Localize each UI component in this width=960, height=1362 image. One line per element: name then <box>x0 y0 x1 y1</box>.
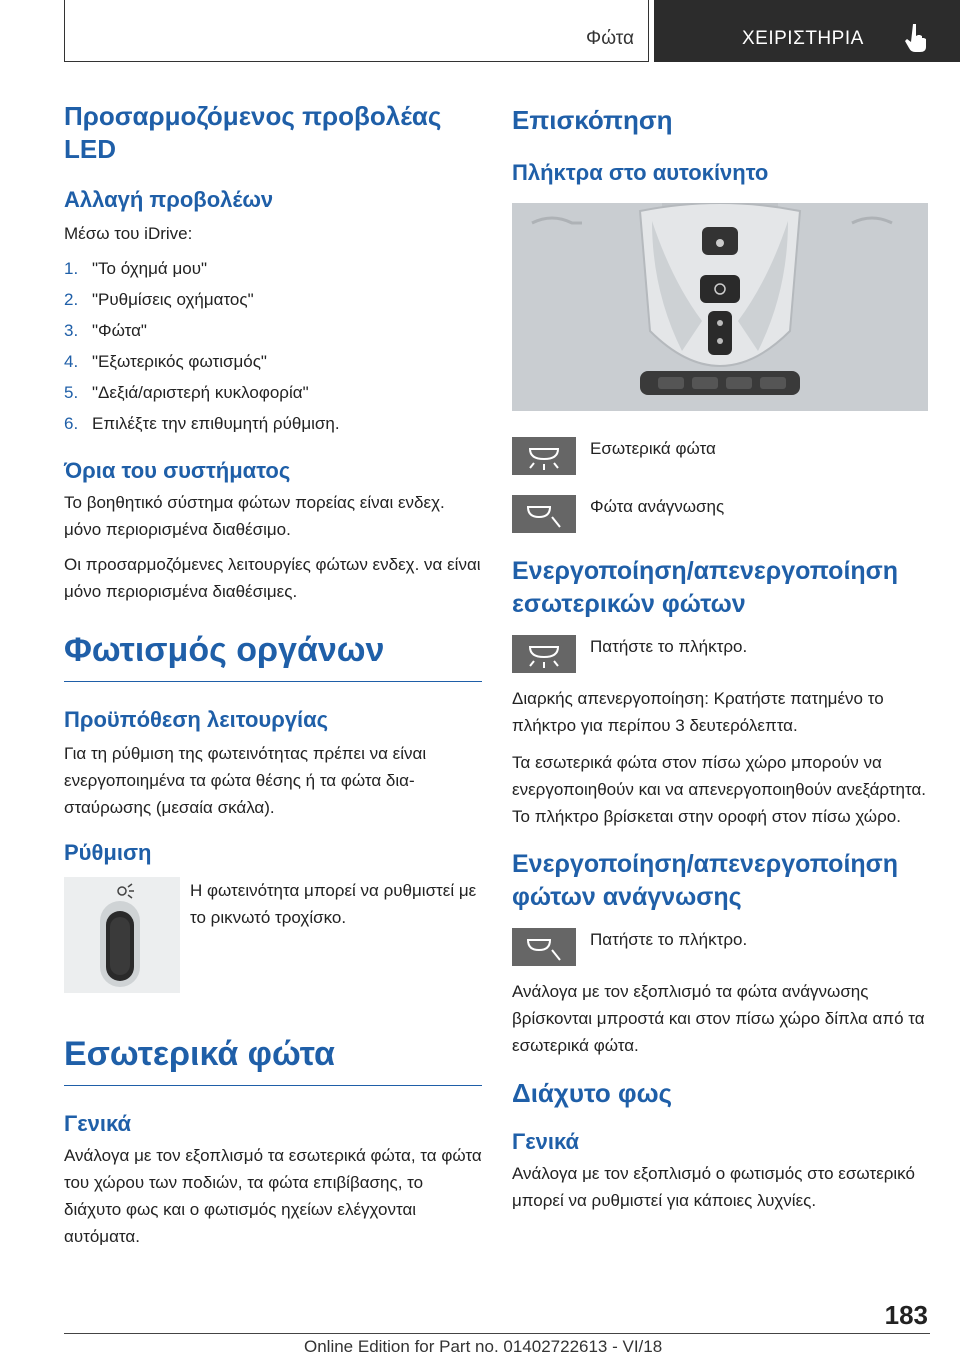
list-item: 4. "Εξωτερικός φωτισμός" <box>64 352 267 371</box>
toggle-reading-row <box>512 928 930 966</box>
interior-lights-title: Εσωτερικά φώτα <box>64 1033 482 1086</box>
list-item: 6. Επιλέξτε την επιθυμητή ρύθμιση. <box>64 414 340 433</box>
reading-light-button-icon <box>512 495 576 533</box>
list-item: 1. "Το όχημά μου" <box>64 259 208 278</box>
toggle-interior-row <box>512 635 930 673</box>
adjustment-text: Η φωτεινότητα μπορεί να ρυθμιστεί με το ρικνωτό τροχίσκο. <box>190 881 477 927</box>
general-text: Ανάλογα με τον εξοπλισμό τα εσωτερικά φώτα, τα φώτα του χώρου των ποδιών, τα φώτα επιβίβασης, το διάχυτο φως και ο φωτισμός ηχείων ελέγχονται αυτόματα. <box>64 1146 482 1246</box>
reading-lights-text: Ανάλογα με τον εξοπλισμό τα φώτα ανάγνωσης βρίσκονται μπροστά και στον πίσω χώρο δίπλα από τα εσωτερικά φώτα. <box>512 982 925 1055</box>
idrive-steps-list <box>64 253 482 439</box>
pointing-hand-icon <box>904 22 928 52</box>
prerequisite-text: Για τη ρύθμιση της φωτεινότητας πρέπει να είναι ενεργοποιημένα τα φώτα θέσης ή τα φώτα διασταύρωσης (μεσαία σκάλα). <box>64 744 427 817</box>
legend-reading-row <box>512 495 930 533</box>
legend-interior-row <box>512 437 930 475</box>
right-column <box>512 100 930 1214</box>
legend-reading-text: Φώτα ανάγνωσης <box>590 497 725 516</box>
rear-interior-text: Τα εσωτερικά φώτα στον πίσω χώρο μπορούν να ενεργοποιηθούν και να απενεργοποιηθούν ανεξάρτητα. Το πλήκτρο βρίσκεται στην οροφή στον πίσω χώρο. <box>512 753 927 826</box>
car-buttons-heading: Πλήκτρα στο αυτοκίνητο <box>512 160 769 185</box>
system-limits-text-1: Το βοηθητικό σύστημα φώτων πορείας είναι ενδεχ. μόνο περιορισμένα διαθέσιμο. <box>64 493 445 539</box>
led-headlights-heading: Προσαρμοζόμενος προβολέας LED <box>64 101 442 164</box>
list-item: 2. "Ρυθμίσεις οχήματος" <box>64 290 254 309</box>
prerequisite-heading: Προϋπόθεση λειτουργίας <box>64 707 329 732</box>
legend-interior-text: Εσωτερικά φώτα <box>590 439 716 458</box>
via-idrive-text: Μέσω του iDrive: <box>64 224 193 243</box>
general-heading: Γενικά <box>64 1111 132 1136</box>
footer-divider <box>64 1333 930 1334</box>
ambient-general-heading: Γενικά <box>512 1129 580 1154</box>
ambient-light-title: Διάχυτο φως <box>512 1078 673 1108</box>
press-button-text-2: Πατήστε το πλήκτρο. <box>590 930 748 949</box>
list-item: 5. "Δεξιά/αριστερή κυκλοφορία" <box>64 383 309 402</box>
adjustment-heading: Ρύθμιση <box>64 840 152 865</box>
toggle-reading-heading: Ενεργοποίηση/απενεργοποίηση φώτων ανάγνωσης <box>512 850 899 911</box>
press-button-text-1: Πατήστε το πλήκτρο. <box>590 637 748 656</box>
header-manual-bar <box>654 0 960 62</box>
reading-light-button-icon <box>512 928 576 966</box>
change-headlights-heading: Αλλαγή προβολέων <box>64 187 274 212</box>
interior-light-button-icon <box>512 437 576 475</box>
page-number: 183 <box>884 1300 928 1330</box>
list-item: 3. "Φώτα" <box>64 321 147 340</box>
footer-edition-text: Online Edition for Part no. 01402722613 - VI/18 <box>304 1337 663 1356</box>
adjustment-row <box>64 877 482 993</box>
ambient-text: Ανάλογα με τον εξοπλισμό ο φωτισμός στο εσωτερικό μπορεί να ρυθμιστεί για κάποιες λυχνίες. <box>512 1164 915 1210</box>
toggle-interior-heading: Ενεργοποίηση/απενεργοποίηση εσωτερικών φώτων <box>512 557 899 618</box>
header-section-tab <box>64 0 649 62</box>
header-manual-label: ΧΕΙΡΙΣΤΗΡΙΑ <box>742 28 864 49</box>
overview-title: Επισκόπηση <box>512 105 673 135</box>
permanent-off-text: Διαρκής απενεργοποίηση: Κρατήστε πατημένο το πλήκτρο για περίπου 3 δευτερόλεπτα. <box>512 689 884 735</box>
system-limits-heading: Όρια του συστήματος <box>64 458 291 483</box>
interior-light-button-icon <box>512 635 576 673</box>
brightness-thumbwheel-image <box>64 877 180 993</box>
system-limits-text-2: Οι προσαρμοζόμενες λειτουργίες φώτων ενδεχ. να είναι μόνο περιορισμένα διαθέσιμες. <box>64 555 481 601</box>
roof-console-image <box>512 203 928 411</box>
instrument-lighting-title: Φωτισμός οργάνων <box>64 629 482 682</box>
header-section-label: Φώτα <box>586 28 634 49</box>
left-column <box>64 100 482 1250</box>
